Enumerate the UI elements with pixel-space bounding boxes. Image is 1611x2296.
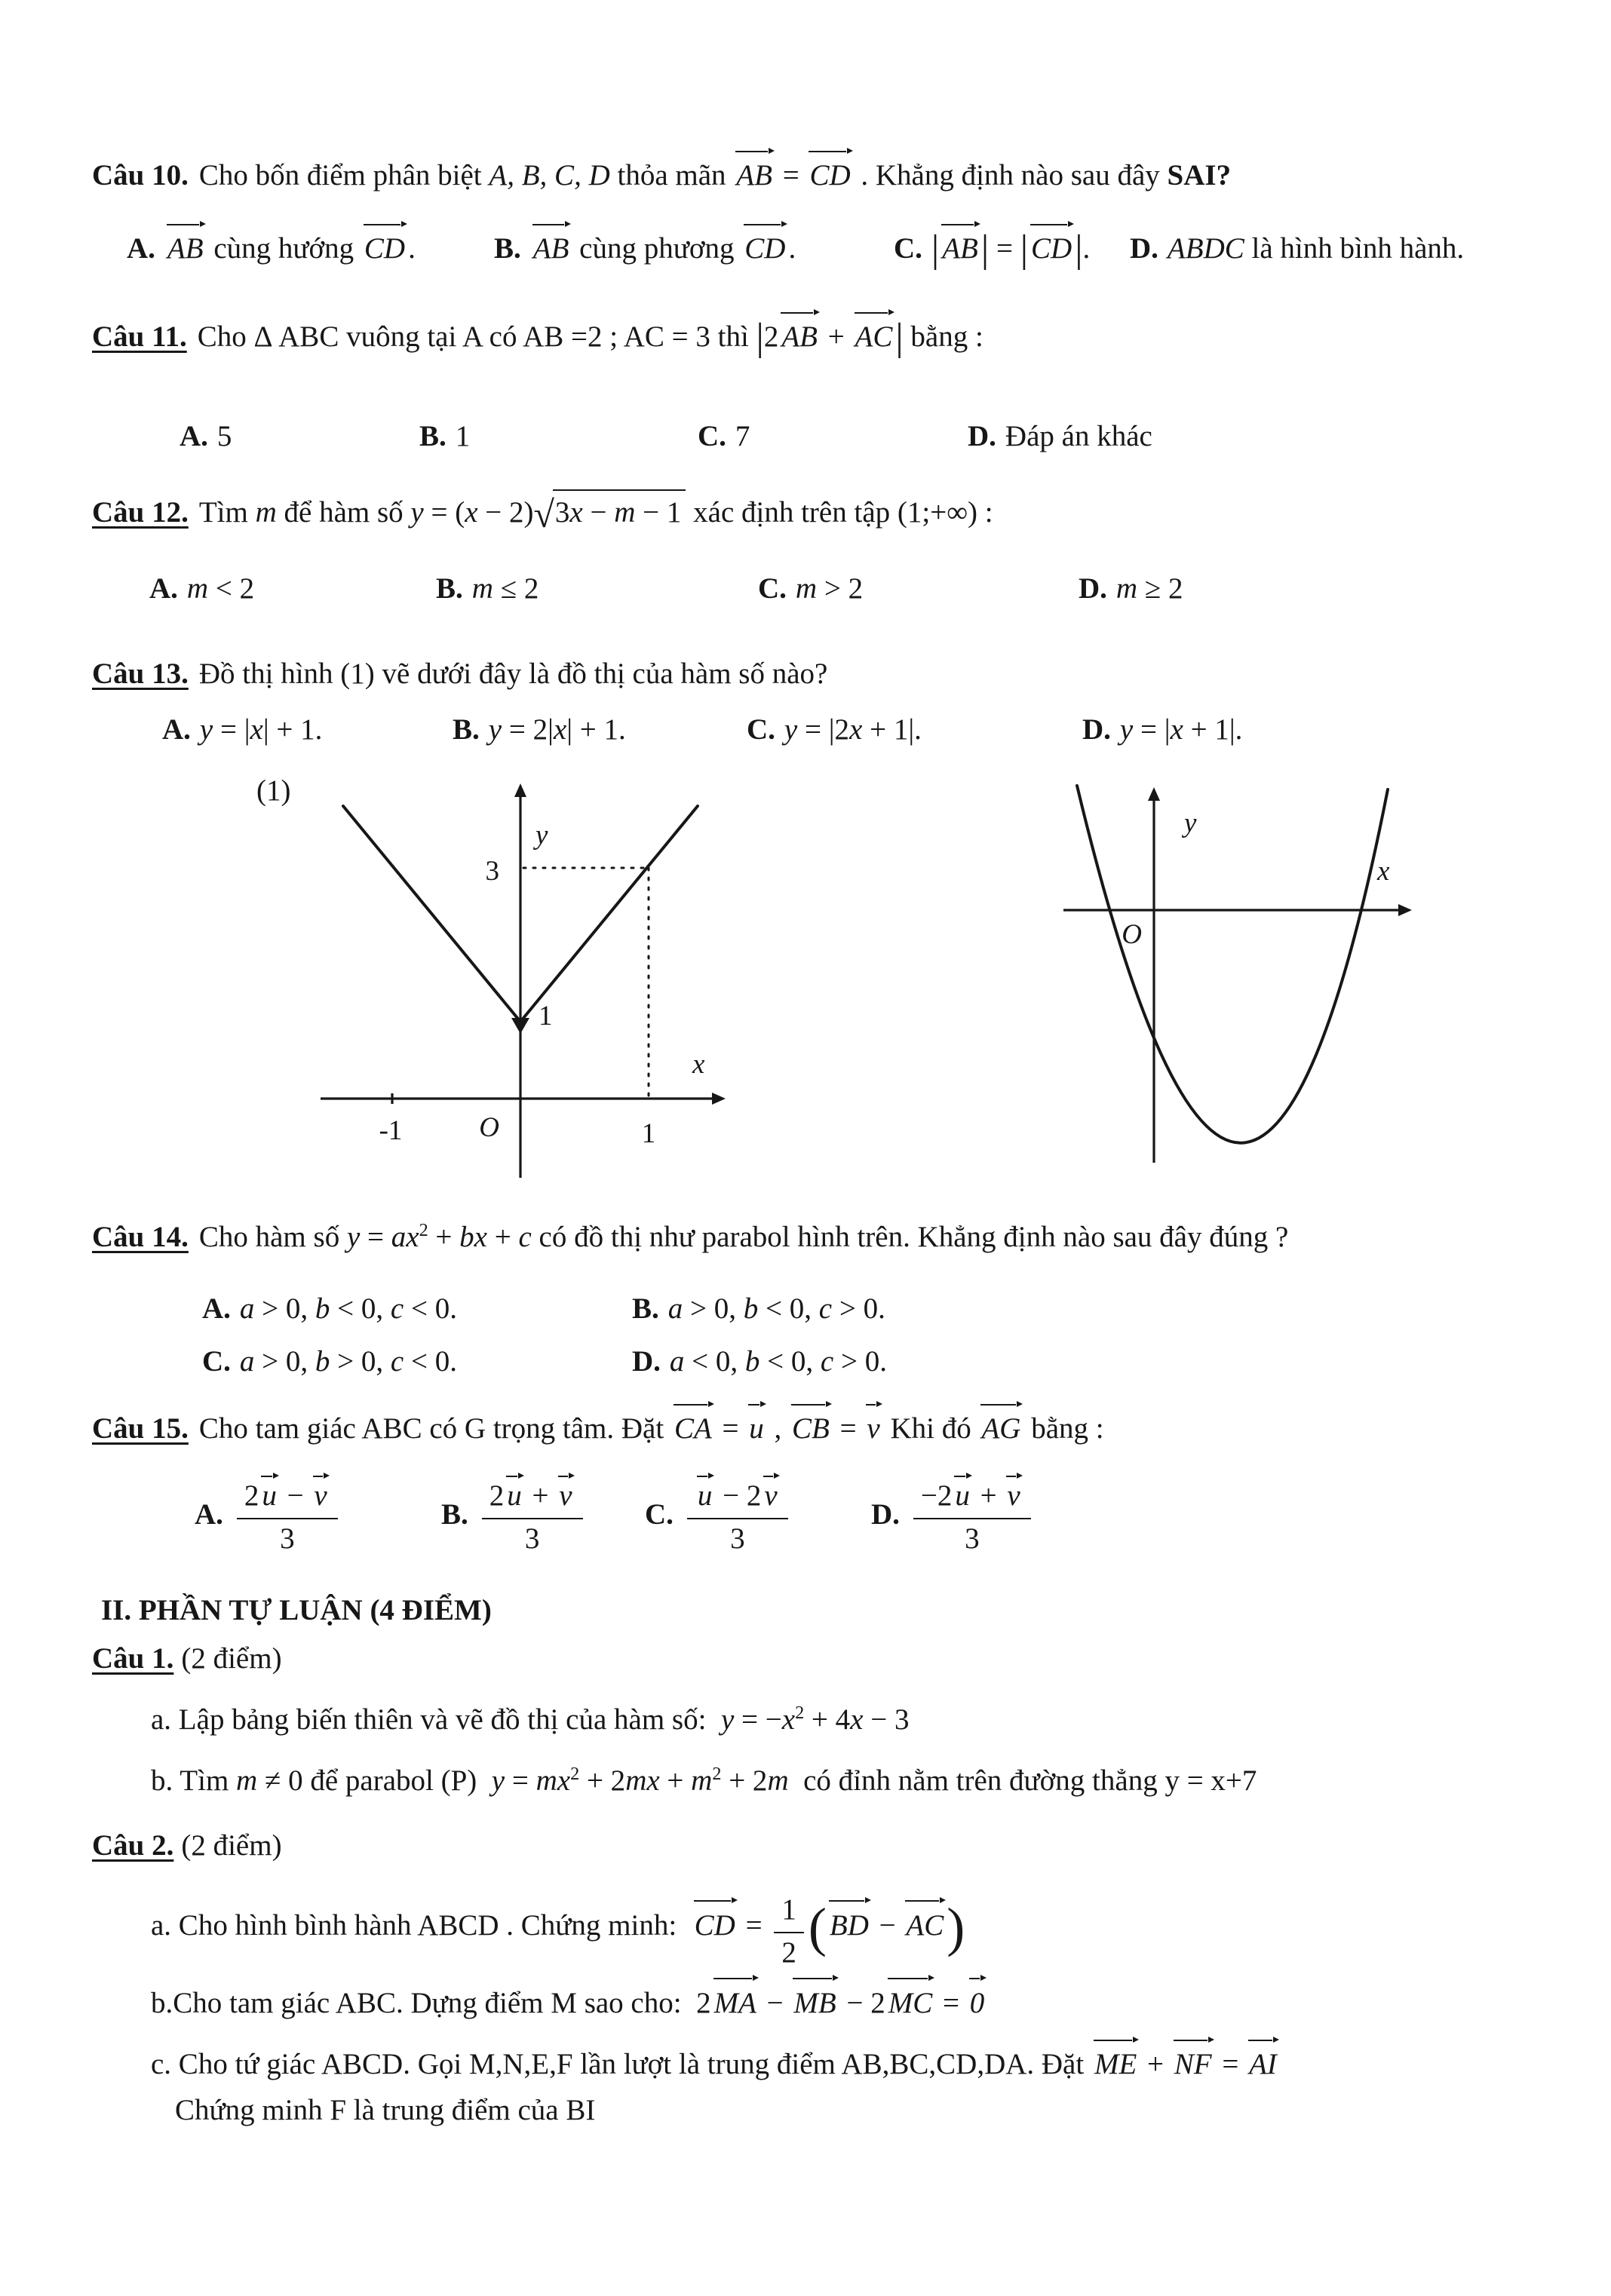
option-c (758, 568, 1079, 609)
parabola-curve (1077, 786, 1388, 1143)
option-body: m > 2 (795, 572, 864, 605)
question-15-options (195, 1472, 1539, 1556)
question-11-text: Cho Δ ABC vuông tại A có AB =2 ; AC = 3 thì |2 AB + AC| bằng : (197, 316, 983, 360)
essay-q1-label: Câu 1. (92, 1642, 174, 1675)
essay-q2-head (92, 1825, 1539, 1866)
question-15-stem (92, 1408, 1539, 1449)
option-body: Đáp án khác (1005, 419, 1152, 452)
option-b (494, 228, 894, 269)
option-body: a < 0, b < 0, c > 0. (669, 1344, 887, 1378)
label-origin: O (1122, 918, 1142, 950)
label-one-vertex: 1 (539, 1000, 553, 1032)
essay-q2-label: Câu 2. (92, 1829, 174, 1862)
option-body: AB cùng phương CD . (530, 232, 796, 265)
essay-q1-item-a: a. Lập bảng biến thiên và vẽ đồ thị của hàm số: $y = -x^2 + 4x - 3$ (151, 1702, 910, 1736)
question-12-options (149, 568, 1539, 609)
option-d (1082, 709, 1539, 750)
question-10-label: Câu 10. (92, 159, 189, 192)
figure-1-label: (1) (256, 774, 291, 807)
essay-q2-points: (2 điểm) (181, 1829, 282, 1862)
question-10-text: Cho bốn điểm phân biệt A, B, C, D thỏa mãn AB = CD . Khẳng định nào sau đây SAI? (199, 159, 1231, 192)
option-body: a > 0, b < 0, c < 0. (239, 1292, 457, 1326)
essay-q2-item-c-continued: Chứng minh F là trung điểm của BI (175, 2094, 596, 2127)
option-letter: B. (419, 419, 446, 452)
question-15 (92, 1408, 1539, 1556)
option-letter: C. (202, 1344, 231, 1378)
question-15-label: Câu 15. (92, 1412, 189, 1445)
option-body: $\frac{-2 u + v}{3}$ (909, 1472, 1036, 1556)
option-b (453, 709, 747, 750)
option-b (632, 1288, 1539, 1329)
question-10-options (127, 222, 1539, 277)
option-letter: D. (1079, 572, 1107, 605)
option-body: m ≥ 2 (1115, 572, 1183, 605)
option-a (149, 568, 436, 609)
option-letter: D. (632, 1344, 661, 1378)
option-body: 1 (455, 419, 471, 452)
question-14-stem (92, 1216, 1539, 1258)
option-b (441, 1472, 645, 1556)
question-13-text: Đồ thị hình (1) vẽ dưới đây là đồ thị của hàm số nào? (198, 658, 828, 691)
option-a (162, 709, 453, 750)
essay-q2-item-c: c. Cho tứ giác ABCD. Gọi M,N,E,F lần lượt là trung điểm AB,BC,CD,DA. Đặt ME + NF = AI (151, 2043, 1539, 2085)
label-y-axis: y (1184, 807, 1197, 838)
option-body: AB cùng hướng CD . (164, 232, 416, 265)
question-11-options (180, 415, 1539, 457)
label-three: 3 (485, 855, 499, 887)
option-c (202, 1341, 632, 1382)
option-letter: C. (645, 1497, 674, 1531)
question-15-text: Cho tam giác ABC có G trọng tâm. Đặt CA = u , CB = v Khi đó AG bằng : (199, 1412, 1104, 1445)
option-letter: D. (1130, 232, 1158, 265)
option-letter: A. (180, 419, 208, 452)
label-x-axis: x (1377, 855, 1390, 887)
v-left-arm (343, 806, 520, 1022)
option-a (195, 1472, 441, 1556)
option-letter: A. (149, 572, 178, 605)
option-d (871, 1472, 1539, 1556)
question-13-label: Câu 13. (92, 658, 189, 691)
question-14-label: Câu 14. (92, 1220, 189, 1253)
option-letter: A. (127, 232, 155, 265)
question-14-text: Cho hàm số $y = ax^2$ + bx + c có đồ thị như parabol hình trên. Khẳng định nào sau đây đúng ? (198, 1219, 1289, 1253)
question-11 (92, 310, 1539, 456)
option-a (180, 415, 419, 457)
option-letter: C. (894, 232, 922, 265)
y-axis-arrow (1148, 787, 1160, 801)
option-d (1079, 568, 1539, 609)
question-10-stem (92, 155, 1539, 196)
option-body: y = 2|x| + 1. (488, 713, 626, 746)
essay-q2-item-b: b.Cho tam giác ABC. Dựng điểm M sao cho: 2 MA − MB − 2 MC = 0 (151, 1982, 1539, 2024)
option-letter: C. (698, 419, 726, 452)
absolute-value-graph (309, 774, 732, 1185)
option-letter: B. (453, 713, 480, 746)
x-axis-arrow (1398, 904, 1412, 916)
option-body: m < 2 (186, 572, 255, 605)
option-letter: D. (1082, 713, 1111, 746)
option-d (1130, 228, 1539, 269)
question-12-label: Câu 12. (92, 495, 189, 529)
essay-q1-head (92, 1638, 1539, 1679)
option-body: a > 0, b < 0, c > 0. (667, 1292, 885, 1326)
question-14-options (202, 1288, 1539, 1382)
option-letter: B. (436, 572, 463, 605)
option-body: ABDC là hình bình hành. (1167, 232, 1465, 265)
essay-section (92, 1589, 1539, 2132)
essay-q1-points: (2 điểm) (181, 1642, 282, 1675)
label-minus-one: -1 (379, 1114, 403, 1146)
option-body: a > 0, b > 0, c < 0. (239, 1344, 457, 1378)
option-body: | AB| = | CD|. (931, 228, 1091, 271)
figures-row (92, 774, 1539, 1198)
option-letter: A. (202, 1292, 231, 1326)
option-c (894, 222, 1130, 277)
option-c (698, 415, 968, 457)
option-a (127, 228, 494, 269)
question-11-stem (92, 310, 1539, 365)
vertex-mark (511, 1018, 529, 1034)
option-c (645, 1472, 871, 1556)
option-letter: C. (758, 572, 787, 605)
x-axis-arrow (712, 1093, 726, 1105)
option-body: $\frac{2 u + v}{3}$ (477, 1472, 588, 1556)
question-13-stem (92, 653, 1539, 694)
question-13 (92, 653, 1539, 750)
question-10 (92, 155, 1539, 277)
option-letter: B. (494, 232, 521, 265)
option-c (747, 709, 1082, 750)
essay-q2-item-a: a. Cho hình bình hành ABCD . Chứng minh: CD = $\frac{1}{2}$ ( BD − AC) (151, 1886, 1539, 1970)
question-13-options (162, 709, 1539, 750)
question-14 (92, 1216, 1539, 1382)
option-b (436, 568, 758, 609)
option-letter: A. (162, 713, 191, 746)
option-letter: C. (747, 713, 775, 746)
question-12-stem (92, 489, 1539, 542)
option-body: 7 (735, 419, 750, 452)
label-origin: O (479, 1111, 499, 1143)
question-11-label: Câu 11. (92, 320, 187, 354)
option-a (202, 1288, 632, 1329)
option-letter: B. (441, 1497, 468, 1531)
question-12-text: Tìm m để hàm số y = (x − 2)√3x − m − 1 xác định trên tập (1;+∞) : (199, 496, 993, 529)
option-d (968, 415, 1539, 457)
label-x-axis: x (692, 1048, 705, 1080)
question-12 (92, 489, 1539, 609)
option-d (632, 1341, 1539, 1382)
option-letter: D. (871, 1497, 900, 1531)
y-axis-arrow (514, 783, 526, 797)
label-one-x: 1 (641, 1117, 656, 1149)
option-body: $\frac{2 u - v}{3}$ (232, 1472, 342, 1556)
option-body: y = |2x + 1|. (784, 713, 922, 746)
option-body: y = |x + 1|. (1119, 713, 1243, 746)
option-body: m ≤ 2 (471, 572, 539, 605)
option-body: $\frac{u - 2 v}{3}$ (683, 1472, 793, 1556)
option-letter: B. (632, 1292, 659, 1326)
option-body: 5 (216, 419, 232, 452)
option-letter: D. (968, 419, 996, 452)
essay-section-title: II. PHẦN TỰ LUẬN (4 ĐIỂM) (101, 1594, 492, 1627)
essay-q1-item-b: b. Tìm m ≠ 0 để parabol (P) $y = mx^2 + 2mx + m^2 + 2m$ có đỉnh nằm trên đường thẳng y = x+7 (151, 1764, 1257, 1798)
option-body: y = |x| + 1. (199, 713, 323, 746)
option-b (419, 415, 698, 457)
label-y-axis: y (535, 819, 548, 851)
option-letter: A. (195, 1497, 223, 1531)
parabola-graph (1048, 774, 1425, 1174)
